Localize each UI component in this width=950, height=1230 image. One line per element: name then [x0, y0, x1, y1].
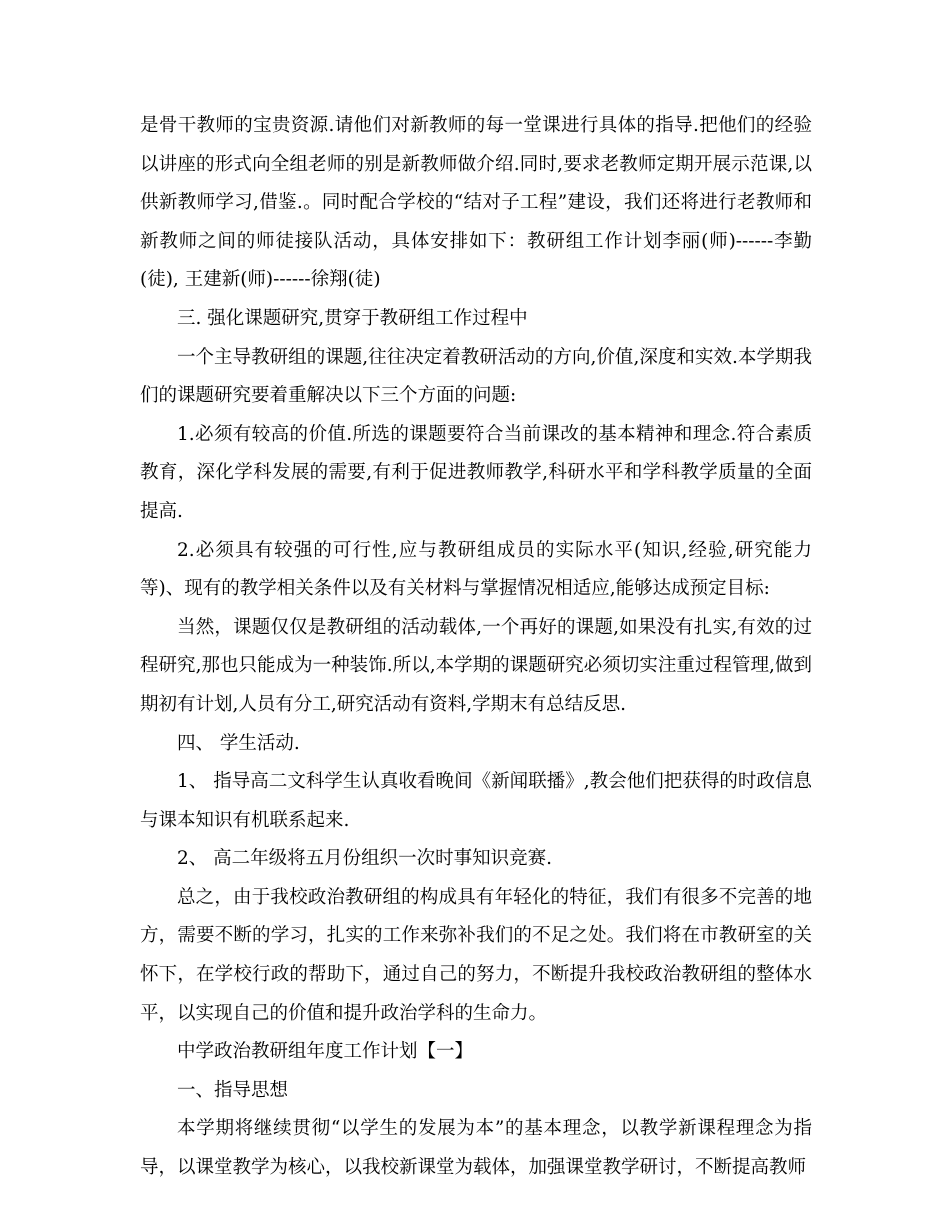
paragraph-mentoring: 是骨干教师的宝贵资源.请他们对新教师的每一堂课进行具体的指导.把他们的经验以讲座的形式向全组老师的别是新教师做介绍.同时,要求老教师定期开展示范课,以供新教师学习,借鉴.。同时配合学校的“结对子工程”建设，我们还将进行老教师和新教师之间的师徒接队活动，具体安排如下：教研组工作计划李丽(师)------李勤(徒), 王建新(师)------徐翔(徒)	[140, 115, 812, 291]
list-item-news: 1、 指导高二文科学生认真收看晚间《新闻联播》,教会他们把获得的时政信息与课本知识有机联系起来.	[140, 771, 812, 831]
paragraph-summary: 总之，由于我校政治教研组的构成具有年轻化的特征，我们有很多不完善的地方，需要不断的学习，扎实的工作来弥补我们的不足之处。我们将在市教研室的关怀下，在学校行政的帮助下，通过自己的努力，不断提升我校政治教研组的整体水平，以实现自己的价值和提升政治学科的生命力。	[140, 886, 812, 1024]
paragraph-guiding-ideology: 本学期将继续贯彻“以学生的发展为本”的基本理念，以教学新课程理念为指导，以课堂教学为核心，以我校新课堂为载体，加强课堂教学研讨，不断提高教师	[140, 1118, 812, 1179]
document-body	[140, 107, 812, 1188]
plan-title: 中学政治教研组年度工作计划【一】	[177, 1041, 474, 1063]
list-item-feasibility: 2.必须具有较强的可行性,应与教研组成员的实际水平(知识,经验,研究能力等)、现有的教学相关条件以及有关材料与掌握情况相适应,能够达成预定目标:	[140, 539, 812, 600]
paragraph-process-research: 当然，课题仅仅是教研组的活动载体,一个再好的课题,如果没有扎实,有效的过程研究,那也只能成为一种装饰.所以,本学期的课题研究必须切实注重过程管理,做到期初有计划,人员有分工,研究活动有资料,学期末有总结反思.	[140, 616, 812, 715]
list-item-contest: 2、 高二年级将五月份组织一次时事知识竞赛.	[177, 848, 553, 870]
list-item-value: 1.必须有较高的价值.所选的课题要符合当前课改的基本精神和理念.符合素质教育，深化学科发展的需要,有利于促进教师教学,科研水平和学科教学质量的全面提高.	[140, 423, 812, 522]
paragraph-research-topic: 一个主导教研组的课题,往往决定着教研活动的方向,价值,深度和实效.本学期我们的课题研究要着重解决以下三个方面的问题:	[140, 346, 812, 407]
heading-section-three: 三. 强化课题研究,贯穿于教研组工作过程中	[177, 307, 528, 329]
heading-section-four: 四、 学生活动.	[177, 732, 300, 754]
heading-guiding-ideology: 一、指导思想	[177, 1079, 289, 1101]
